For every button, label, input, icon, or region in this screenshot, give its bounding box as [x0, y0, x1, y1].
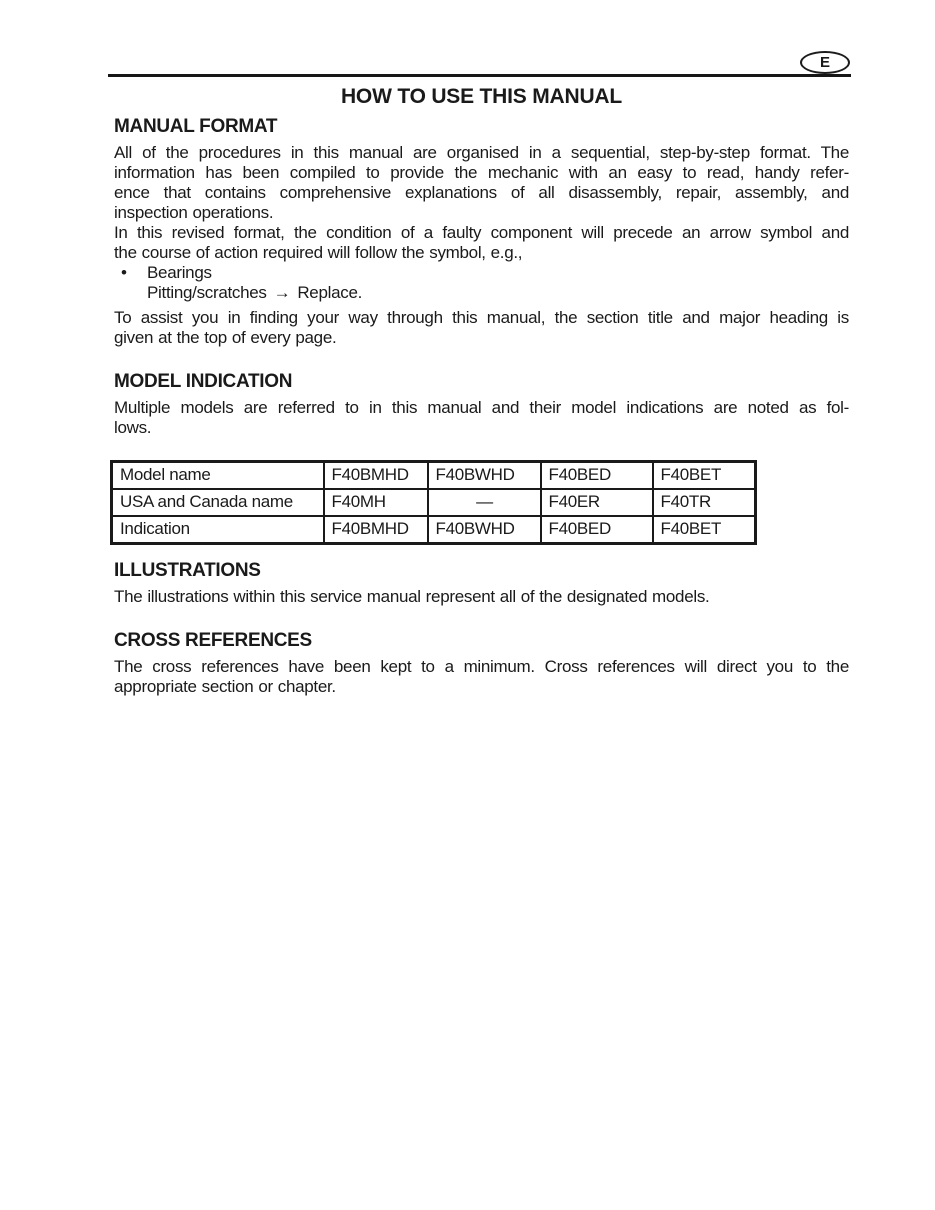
bullet-list-item	[114, 263, 849, 283]
text-line: information has been compiled to provide the mechanic with an easy to read, handy refer-	[114, 163, 849, 182]
value-cell: F40ER	[541, 489, 653, 516]
text-line: The cross references have been kept to a minimum. Cross references will direct you to the	[114, 657, 849, 676]
value-cell: F40BMHD	[324, 516, 428, 544]
section-heading-cross-references: CROSS REFERENCES	[114, 630, 312, 651]
section-cross-references	[114, 630, 849, 697]
section-model-indication	[114, 371, 849, 545]
text-line: Multiple models are referred to in this manual and their model indications are noted as fol-	[114, 398, 849, 417]
text-line: In this revised format, the condition of a faulty component will precede an arrow symbol and	[114, 223, 849, 242]
paragraph	[114, 308, 849, 348]
value-cell: F40BED	[541, 462, 653, 490]
text-line: All of the procedures in this manual are organised in a sequential, step-by-step format. The	[114, 143, 849, 162]
text-line: appropriate section or chapter.	[114, 677, 336, 696]
value-cell: F40BET	[653, 516, 756, 544]
paragraph	[114, 398, 849, 438]
value-cell: —	[428, 489, 541, 516]
text-line: ence that contains comprehensive explanations of all disassembly, repair, assembly, and	[114, 183, 849, 202]
value-cell: F40BED	[541, 516, 653, 544]
section-manual-format	[114, 116, 849, 348]
text-line: the course of action required will follow the symbol, e.g.,	[114, 243, 523, 262]
text-line: The illustrations within this service manual represent all of the designated models.	[114, 587, 710, 606]
row-label-cell: USA and Canada name	[112, 489, 324, 516]
header-rule	[108, 74, 851, 77]
value-cell: F40BWHD	[428, 462, 541, 490]
section-heading-model-indication: MODEL INDICATION	[114, 371, 293, 392]
value-cell: F40BWHD	[428, 516, 541, 544]
table-row	[112, 462, 756, 490]
section-illustrations	[114, 560, 849, 607]
table-row	[112, 489, 756, 516]
row-label-cell: Model name	[112, 462, 324, 490]
value-cell: F40MH	[324, 489, 428, 516]
arrow-right-icon: →	[273, 283, 291, 302]
bullet-icon: •	[121, 263, 127, 282]
text-line: lows.	[114, 418, 152, 437]
value-cell: F40BET	[653, 462, 756, 490]
language-badge	[800, 51, 850, 74]
table-row	[112, 516, 756, 544]
text-line: To assist you in finding your way through this manual, the section title and major heading is	[114, 308, 849, 327]
value-cell: F40BMHD	[324, 462, 428, 490]
bullet-item-label: Bearings	[147, 263, 212, 282]
paragraph	[114, 657, 849, 697]
value-cell: F40TR	[653, 489, 756, 516]
section-heading-illustrations: ILLUSTRATIONS	[114, 560, 261, 581]
example-line	[147, 283, 849, 303]
row-label-cell: Indication	[112, 516, 324, 544]
text-line: given at the top of every page.	[114, 328, 337, 347]
paragraph	[114, 223, 849, 263]
example-condition: Pitting/scratches	[147, 283, 267, 302]
text-line: inspection operations.	[114, 203, 274, 222]
example-action: Replace.	[297, 283, 363, 302]
page-content	[114, 85, 849, 697]
paragraph	[114, 587, 849, 607]
page-title: HOW TO USE THIS MANUAL	[340, 85, 623, 108]
section-heading-manual-format: MANUAL FORMAT	[114, 116, 278, 137]
model-indication-table	[110, 460, 757, 545]
language-badge-label: E	[819, 54, 830, 71]
paragraph	[114, 143, 849, 223]
